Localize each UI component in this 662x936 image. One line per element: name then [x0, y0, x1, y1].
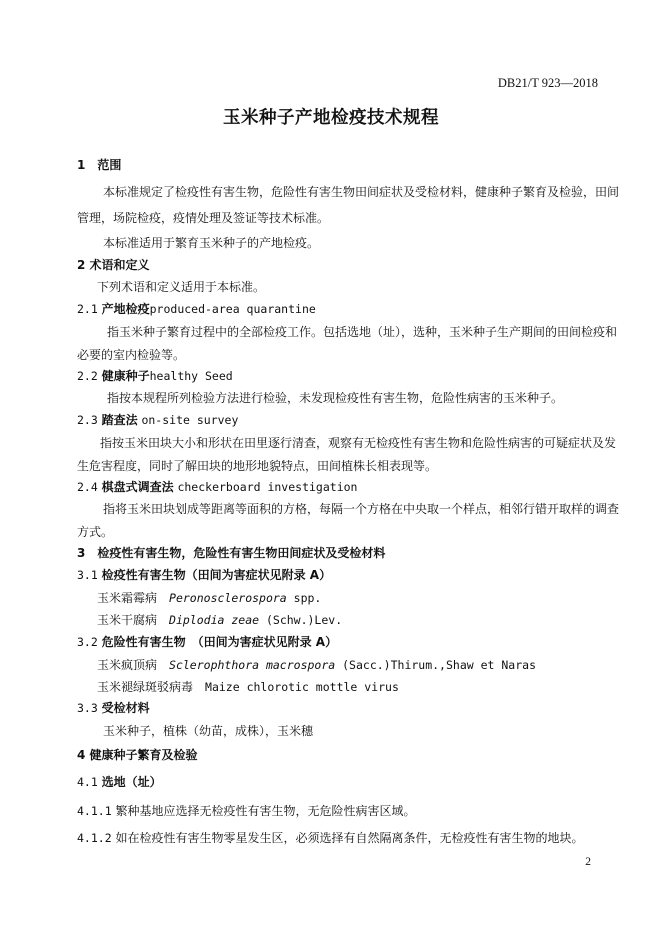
term-2-4-heading: 2.4 棋盘式调查法 checkerboard investigation — [77, 480, 358, 494]
term-2-2-heading: 2.2 健康种子healthy Seed — [77, 369, 233, 383]
pest-dry-rot: 玉米干腐病 Diplodia zeae (Schw.)Lev. — [97, 613, 343, 627]
section-2-intro: 下列术语和定义适用于本标准。 — [97, 280, 266, 294]
paragraph-1-line-1: 本标准规定了检疫性有害生物，危险性有害生物田间症状及受检材料，健康种子繁育及检验，田间 — [103, 185, 620, 199]
term-2-4-line-2: 方式。 — [77, 525, 114, 539]
term-2-1-line-2: 必要的室内检验等。 — [77, 348, 186, 362]
term-2-3-line-2: 生危害程度，同时了解田块的地形地貌特点，田间植株长相表现等。 — [77, 459, 438, 473]
pest-downy-mildew: 玉米霜霉病 Peronosclerospora spp. — [97, 591, 322, 605]
term-2-4-line-1: 指将玉米田块划成等距离等面积的方格，每隔一个方格在中央取一个样点，相邻行错开取样的调查 — [103, 502, 620, 516]
pest-chlorotic-mottle-virus: 玉米褪绿斑驳病毒 Maize chlorotic mottle virus — [97, 680, 399, 694]
section-2-heading: 2 术语和定义 — [77, 258, 150, 272]
term-2-3-heading: 2.3 踏查法 on-site survey — [77, 413, 239, 427]
clause-4-1-1: 4.1.1 繁种基地应选择无检疫性有害生物，无危险性病害区域。 — [77, 804, 416, 818]
section-3-heading: 3 检疫性有害生物，危险性有害生物田间症状及受检材料 — [77, 546, 386, 560]
term-2-3-line-1: 指按玉米田块大小和形状在田里逐行清查，观察有无检疫性有害生物和危险性病害的可疑症状及发 — [100, 436, 617, 450]
paragraph-1-line-2: 管理，场院检疫，疫情处理及签证等技术标准。 — [77, 211, 330, 225]
term-2-1-line-1: 指玉米种子繁育过程中的全部检疫工作。包括选地（址），选种，玉米种子生产期间的田间检疫和 — [107, 325, 618, 339]
subsection-3-2-heading: 3.2 危险性有害生物 （田间为害症状见附录 A） — [77, 635, 338, 649]
section-4-heading: 4 健康种子繁育及检验 — [77, 748, 198, 762]
inspected-materials: 玉米种子，植株（幼苗，成株），玉米穗 — [103, 724, 314, 738]
page-number: 2 — [585, 856, 591, 868]
section-1-heading: 1 范围 — [77, 158, 122, 172]
subsection-3-1-heading: 3.1 检疫性有害生物（田间为害症状见附录 A） — [77, 568, 332, 582]
subsection-3-3-heading: 3.3 受检材料 — [77, 701, 150, 715]
pest-crazy-top: 玉米疯顶病 Sclerophthora macrospora (Sacc.)Thirum.,Shaw et Naras — [97, 658, 536, 672]
subsection-4-1-heading: 4.1 选地（址） — [77, 775, 162, 789]
paragraph-2: 本标准适用于繁育玉米种子的产地检疫。 — [103, 236, 320, 250]
clause-4-1-2: 4.1.2 如在检疫性有害生物零星发生区，必须选择有自然隔离条件，无检疫性有害生物的地块。 — [77, 831, 584, 845]
term-2-2-line-1: 指按本规程所列检验方法进行检验，未发现检疫性有害生物，危险性病害的玉米种子。 — [107, 391, 564, 405]
page-title: 玉米种子产地检疫技术规程 — [223, 108, 439, 128]
document-code: DB21/T 923—2018 — [497, 76, 598, 90]
term-2-1-heading: 2.1 产地检疫produced-area quarantine — [77, 302, 316, 316]
